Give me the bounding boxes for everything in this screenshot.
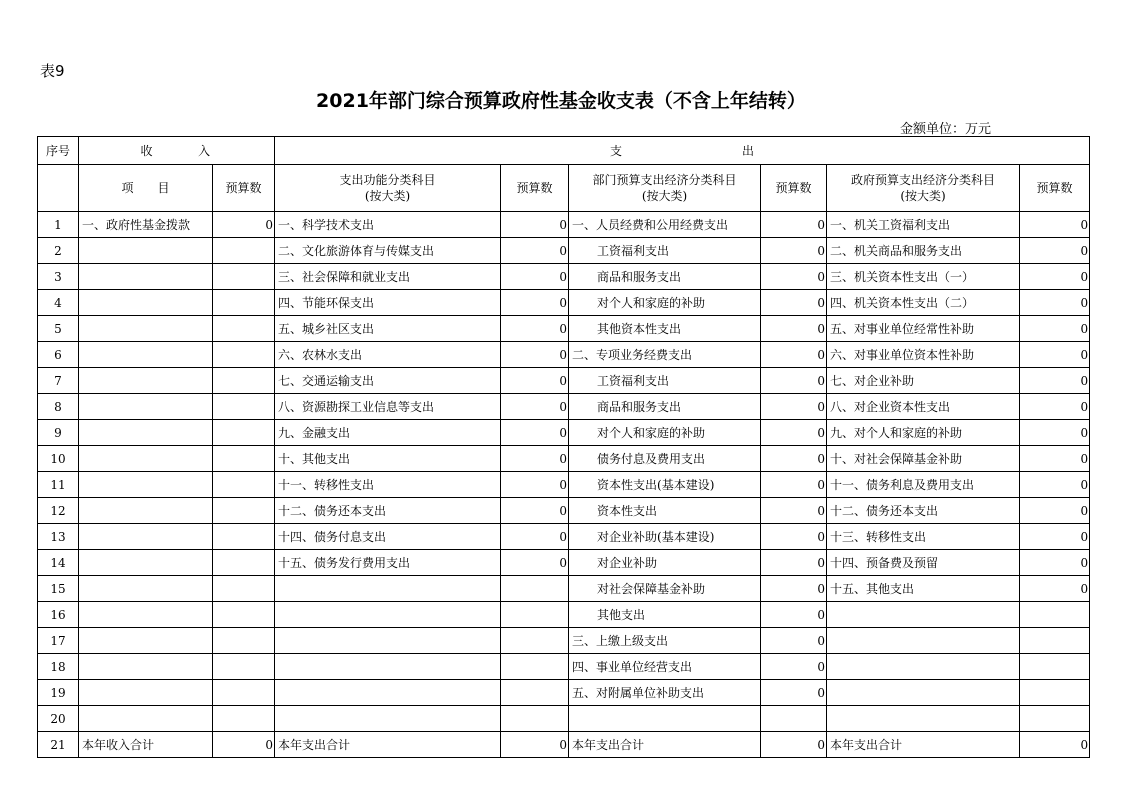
func-budget: 0 xyxy=(501,316,569,342)
table-row xyxy=(38,342,1090,368)
income-item xyxy=(79,654,213,680)
func-category: 十五、债务发行费用支出 xyxy=(275,550,501,576)
func-budget xyxy=(501,654,569,680)
func-budget: 0 xyxy=(501,394,569,420)
dept-budget: 0 xyxy=(761,472,827,498)
dept-budget: 0 xyxy=(761,446,827,472)
row-seq: 9 xyxy=(38,420,79,446)
gov-category xyxy=(827,654,1020,680)
func-budget xyxy=(501,602,569,628)
dept-budget: 0 xyxy=(761,602,827,628)
gov-category: 十四、预备费及预留 xyxy=(827,550,1020,576)
func-budget xyxy=(501,706,569,732)
income-budget xyxy=(213,550,275,576)
func-category: 二、文化旅游体育与传媒支出 xyxy=(275,238,501,264)
func-category xyxy=(275,654,501,680)
header-income-budget: 预算数 xyxy=(213,165,275,212)
func-budget: 0 xyxy=(501,472,569,498)
gov-budget: 0 xyxy=(1020,316,1090,342)
row-seq: 21 xyxy=(38,732,79,758)
func-budget xyxy=(501,680,569,706)
func-budget: 0 xyxy=(501,264,569,290)
row-seq: 15 xyxy=(38,576,79,602)
income-item xyxy=(79,602,213,628)
header-income: 收 入 xyxy=(79,137,275,165)
page-title: 2021年部门综合预算政府性基金收支表（不含上年结转） xyxy=(316,90,806,112)
income-item xyxy=(79,706,213,732)
gov-budget: 0 xyxy=(1020,472,1090,498)
table-row xyxy=(38,576,1090,602)
func-budget: 0 xyxy=(501,368,569,394)
dept-category: 四、事业单位经营支出 xyxy=(569,654,761,680)
dept-budget: 0 xyxy=(761,680,827,706)
func-category xyxy=(275,576,501,602)
gov-budget xyxy=(1020,680,1090,706)
func-budget: 0 xyxy=(501,342,569,368)
gov-category: 二、机关商品和服务支出 xyxy=(827,238,1020,264)
income-budget xyxy=(213,316,275,342)
gov-category: 八、对企业资本性支出 xyxy=(827,394,1020,420)
dept-budget: 0 xyxy=(761,498,827,524)
header-seq: 序号 xyxy=(38,137,79,165)
func-category: 一、科学技术支出 xyxy=(275,212,501,238)
func-category: 四、节能环保支出 xyxy=(275,290,501,316)
income-item xyxy=(79,524,213,550)
func-category: 十二、债务还本支出 xyxy=(275,498,501,524)
dept-budget: 0 xyxy=(761,316,827,342)
gov-budget: 0 xyxy=(1020,368,1090,394)
table-row xyxy=(38,498,1090,524)
income-budget xyxy=(213,290,275,316)
header-dept-category xyxy=(569,165,761,212)
row-seq: 20 xyxy=(38,706,79,732)
header-dept-budget: 预算数 xyxy=(761,165,827,212)
func-category: 八、资源勘探工业信息等支出 xyxy=(275,394,501,420)
header-gov-category xyxy=(827,165,1020,212)
gov-category: 十三、转移性支出 xyxy=(827,524,1020,550)
row-seq: 10 xyxy=(38,446,79,472)
dept-budget: 0 xyxy=(761,654,827,680)
dept-budget: 0 xyxy=(761,576,827,602)
func-category: 三、社会保障和就业支出 xyxy=(275,264,501,290)
gov-budget xyxy=(1020,654,1090,680)
gov-budget: 0 xyxy=(1020,550,1090,576)
dept-category: 二、专项业务经费支出 xyxy=(569,342,761,368)
header-gov-line1: 政府预算支出经济分类科目 xyxy=(851,173,996,187)
income-budget xyxy=(213,680,275,706)
income-item xyxy=(79,680,213,706)
income-item xyxy=(79,576,213,602)
gov-budget xyxy=(1020,706,1090,732)
gov-budget: 0 xyxy=(1020,732,1090,758)
gov-category: 一、机关工资福利支出 xyxy=(827,212,1020,238)
row-seq: 2 xyxy=(38,238,79,264)
gov-category xyxy=(827,602,1020,628)
dept-budget: 0 xyxy=(761,420,827,446)
row-seq: 5 xyxy=(38,316,79,342)
table-row xyxy=(38,524,1090,550)
dept-budget: 0 xyxy=(761,394,827,420)
gov-budget: 0 xyxy=(1020,498,1090,524)
table-row xyxy=(38,628,1090,654)
func-category: 五、城乡社区支出 xyxy=(275,316,501,342)
table-row xyxy=(38,290,1090,316)
income-item xyxy=(79,264,213,290)
dept-category: 五、对附属单位补助支出 xyxy=(569,680,761,706)
gov-budget xyxy=(1020,628,1090,654)
func-category: 九、金融支出 xyxy=(275,420,501,446)
gov-budget: 0 xyxy=(1020,238,1090,264)
table-row xyxy=(38,602,1090,628)
gov-budget: 0 xyxy=(1020,264,1090,290)
func-category: 七、交通运输支出 xyxy=(275,368,501,394)
func-category: 十、其他支出 xyxy=(275,446,501,472)
table-row xyxy=(38,654,1090,680)
gov-budget: 0 xyxy=(1020,394,1090,420)
income-item xyxy=(79,498,213,524)
row-seq: 13 xyxy=(38,524,79,550)
gov-category: 十二、债务还本支出 xyxy=(827,498,1020,524)
header-item: 项 目 xyxy=(79,165,213,212)
dept-budget: 0 xyxy=(761,628,827,654)
income-item xyxy=(79,368,213,394)
gov-category xyxy=(827,628,1020,654)
dept-category: 资本性支出(基本建设) xyxy=(569,472,761,498)
income-budget xyxy=(213,472,275,498)
income-budget xyxy=(213,628,275,654)
income-item xyxy=(79,316,213,342)
table-row xyxy=(38,238,1090,264)
func-category: 十四、债务付息支出 xyxy=(275,524,501,550)
header-dept-line2: (按大类) xyxy=(641,189,688,203)
dept-category: 对企业补助 xyxy=(569,550,761,576)
row-seq: 7 xyxy=(38,368,79,394)
gov-category xyxy=(827,706,1020,732)
income-budget: 0 xyxy=(213,212,275,238)
func-category: 十一、转移性支出 xyxy=(275,472,501,498)
header-gov-line2: (按大类) xyxy=(900,189,946,203)
income-budget xyxy=(213,342,275,368)
income-budget xyxy=(213,420,275,446)
row-seq: 6 xyxy=(38,342,79,368)
func-budget: 0 xyxy=(501,446,569,472)
dept-budget: 0 xyxy=(761,550,827,576)
gov-category: 七、对企业补助 xyxy=(827,368,1020,394)
income-budget xyxy=(213,394,275,420)
dept-budget: 0 xyxy=(761,342,827,368)
table-row xyxy=(38,446,1090,472)
income-item xyxy=(79,290,213,316)
gov-category: 六、对事业单位资本性补助 xyxy=(827,342,1020,368)
table-row xyxy=(38,316,1090,342)
header-func-budget: 预算数 xyxy=(501,165,569,212)
table-row xyxy=(38,368,1090,394)
table-row xyxy=(38,264,1090,290)
dept-category: 资本性支出 xyxy=(569,498,761,524)
dept-budget: 0 xyxy=(761,732,827,758)
gov-budget: 0 xyxy=(1020,342,1090,368)
dept-budget: 0 xyxy=(761,524,827,550)
income-item: 一、政府性基金拨款 xyxy=(79,212,213,238)
income-budget xyxy=(213,238,275,264)
income-item: 本年收入合计 xyxy=(79,732,213,758)
income-budget xyxy=(213,446,275,472)
header-func-line2: (按大类) xyxy=(364,189,411,203)
income-budget xyxy=(213,524,275,550)
dept-category: 对社会保障基金补助 xyxy=(569,576,761,602)
table-row xyxy=(38,394,1090,420)
dept-category: 三、上缴上级支出 xyxy=(569,628,761,654)
dept-category: 对企业补助(基本建设) xyxy=(569,524,761,550)
income-budget xyxy=(213,368,275,394)
income-budget xyxy=(213,264,275,290)
func-budget xyxy=(501,576,569,602)
func-category: 本年支出合计 xyxy=(275,732,501,758)
gov-category: 九、对个人和家庭的补助 xyxy=(827,420,1020,446)
income-item xyxy=(79,394,213,420)
dept-budget: 0 xyxy=(761,368,827,394)
dept-category: 商品和服务支出 xyxy=(569,394,761,420)
func-budget: 0 xyxy=(501,550,569,576)
income-budget xyxy=(213,602,275,628)
gov-budget: 0 xyxy=(1020,420,1090,446)
table-row xyxy=(38,706,1090,732)
row-seq: 3 xyxy=(38,264,79,290)
header-gov-budget: 预算数 xyxy=(1020,165,1090,212)
dept-budget: 0 xyxy=(761,212,827,238)
row-seq: 12 xyxy=(38,498,79,524)
func-budget: 0 xyxy=(501,420,569,446)
gov-category: 五、对事业单位经常性补助 xyxy=(827,316,1020,342)
table-row xyxy=(38,732,1090,758)
income-budget xyxy=(213,706,275,732)
func-budget: 0 xyxy=(501,732,569,758)
header-seq-blank xyxy=(38,165,79,212)
func-category xyxy=(275,680,501,706)
func-budget: 0 xyxy=(501,238,569,264)
dept-category: 本年支出合计 xyxy=(569,732,761,758)
gov-budget: 0 xyxy=(1020,524,1090,550)
func-budget xyxy=(501,628,569,654)
dept-category: 工资福利支出 xyxy=(569,368,761,394)
income-item xyxy=(79,628,213,654)
gov-category: 十五、其他支出 xyxy=(827,576,1020,602)
gov-budget: 0 xyxy=(1020,212,1090,238)
func-category xyxy=(275,628,501,654)
amount-unit: 金额单位：万元 xyxy=(900,122,992,137)
dept-category xyxy=(569,706,761,732)
func-budget: 0 xyxy=(501,524,569,550)
table-number: 表9 xyxy=(40,62,65,80)
dept-category: 工资福利支出 xyxy=(569,238,761,264)
gov-category xyxy=(827,680,1020,706)
income-item xyxy=(79,472,213,498)
row-seq: 8 xyxy=(38,394,79,420)
row-seq: 19 xyxy=(38,680,79,706)
income-budget: 0 xyxy=(213,732,275,758)
income-budget xyxy=(213,498,275,524)
income-budget xyxy=(213,576,275,602)
table-row xyxy=(38,550,1090,576)
dept-budget: 0 xyxy=(761,238,827,264)
gov-budget: 0 xyxy=(1020,290,1090,316)
income-item xyxy=(79,342,213,368)
gov-category: 四、机关资本性支出（二） xyxy=(827,290,1020,316)
income-item xyxy=(79,420,213,446)
header-dept-line1: 部门预算支出经济分类科目 xyxy=(592,173,737,187)
row-seq: 18 xyxy=(38,654,79,680)
gov-category: 十、对社会保障基金补助 xyxy=(827,446,1020,472)
gov-budget xyxy=(1020,602,1090,628)
dept-category: 商品和服务支出 xyxy=(569,264,761,290)
dept-category: 其他资本性支出 xyxy=(569,316,761,342)
table-row xyxy=(38,420,1090,446)
row-seq: 4 xyxy=(38,290,79,316)
header-func-line1: 支出功能分类科目 xyxy=(339,173,436,187)
func-category: 六、农林水支出 xyxy=(275,342,501,368)
row-seq: 17 xyxy=(38,628,79,654)
income-item xyxy=(79,550,213,576)
gov-budget: 0 xyxy=(1020,446,1090,472)
row-seq: 1 xyxy=(38,212,79,238)
dept-category: 债务付息及费用支出 xyxy=(569,446,761,472)
dept-category: 其他支出 xyxy=(569,602,761,628)
table-row xyxy=(38,680,1090,706)
func-category xyxy=(275,706,501,732)
table-row xyxy=(38,472,1090,498)
table-row xyxy=(38,212,1090,238)
dept-budget xyxy=(761,706,827,732)
dept-category: 对个人和家庭的补助 xyxy=(569,290,761,316)
func-budget: 0 xyxy=(501,290,569,316)
dept-budget: 0 xyxy=(761,264,827,290)
header-func-category xyxy=(275,165,501,212)
dept-category: 一、人员经费和公用经费支出 xyxy=(569,212,761,238)
gov-category: 本年支出合计 xyxy=(827,732,1020,758)
func-budget: 0 xyxy=(501,498,569,524)
income-item xyxy=(79,238,213,264)
func-category xyxy=(275,602,501,628)
income-budget xyxy=(213,654,275,680)
gov-budget: 0 xyxy=(1020,576,1090,602)
dept-budget: 0 xyxy=(761,290,827,316)
budget-table xyxy=(37,136,1090,758)
income-item xyxy=(79,446,213,472)
row-seq: 11 xyxy=(38,472,79,498)
dept-category: 对个人和家庭的补助 xyxy=(569,420,761,446)
row-seq: 14 xyxy=(38,550,79,576)
header-expense: 支 出 xyxy=(275,137,1090,165)
row-seq: 16 xyxy=(38,602,79,628)
gov-category: 十一、债务利息及费用支出 xyxy=(827,472,1020,498)
func-budget: 0 xyxy=(501,212,569,238)
gov-category: 三、机关资本性支出（一） xyxy=(827,264,1020,290)
